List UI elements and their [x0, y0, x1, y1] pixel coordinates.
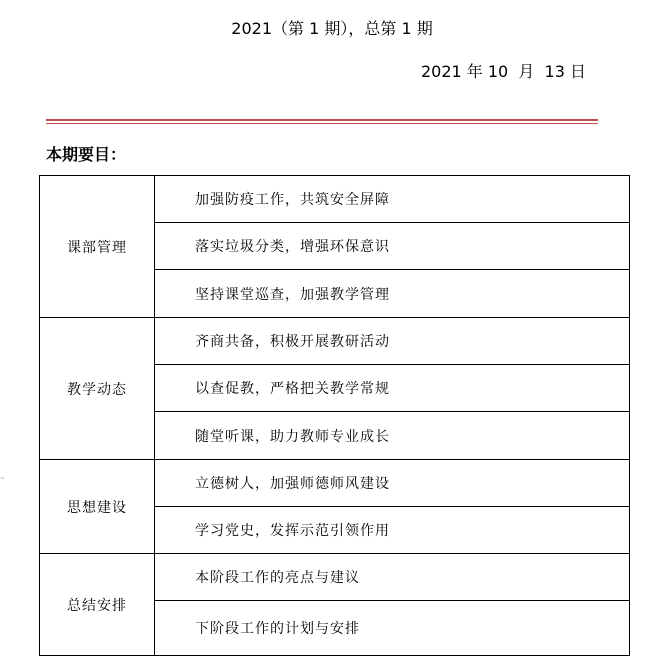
table-row — [40, 318, 630, 365]
contents-item[interactable]: 本阶段工作的亮点与建议 — [155, 554, 630, 601]
header-rule-thick — [46, 119, 598, 121]
contents-item[interactable]: 落实垃圾分类，增强环保意识 — [155, 223, 630, 270]
table-row — [40, 176, 630, 223]
contents-item[interactable]: 随堂听课，助力教师专业成长 — [155, 412, 630, 460]
issue-date: 2021 年 10 月 13 日 — [420, 62, 586, 81]
contents-item[interactable]: 坚持课堂巡查，加强教学管理 — [155, 270, 630, 318]
contents-table — [39, 175, 630, 656]
table-row — [40, 460, 630, 507]
margin-mark: ˇ — [0, 477, 5, 488]
table-row — [40, 554, 630, 601]
contents-item[interactable]: 学习党史，发挥示范引领作用 — [155, 507, 630, 554]
contents-item[interactable]: 以查促教，严格把关教学常规 — [155, 365, 630, 412]
category-cell: 总结安排 — [40, 554, 155, 656]
contents-item[interactable]: 齐商共备，积极开展教研活动 — [155, 318, 630, 365]
category-cell: 课部管理 — [40, 176, 155, 318]
header-rule-thin — [46, 123, 598, 124]
category-cell: 思想建设 — [40, 460, 155, 554]
issue-number: 2021（第 1 期），总第 1 期 — [231, 19, 433, 38]
contents-item[interactable]: 下阶段工作的计划与安排 — [155, 601, 630, 656]
category-cell: 教学动态 — [40, 318, 155, 460]
contents-item[interactable]: 加强防疫工作，共筑安全屏障 — [155, 176, 630, 223]
contents-heading: 本期要目： — [46, 145, 127, 164]
contents-item[interactable]: 立德树人，加强师德师风建设 — [155, 460, 630, 507]
